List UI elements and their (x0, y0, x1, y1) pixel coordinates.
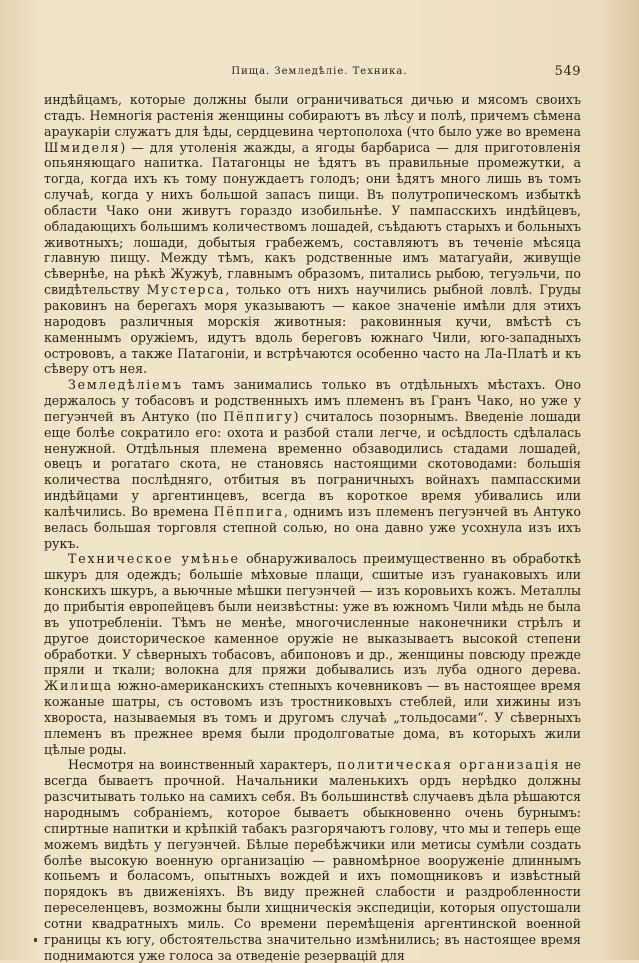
running-head (0, 66, 639, 82)
spaced-heading-agriculture: Земледѣліемъ (68, 377, 183, 393)
text-run: Несмотря на воинственный характеръ, (68, 757, 338, 773)
spaced-heading-dwellings: Жилища (44, 678, 113, 694)
text-run: индѣйцамъ, которые должны были ограничиваться дичью и мясомъ своихъ стадъ. Немногія растенія женщины собираютъ въ лѣсу и полѣ, причемъ сѣмена араукаріи служатъ для ѣды, сердцевина чертополоха (что было уже во времена (44, 92, 581, 139)
text-run: не всегда бываетъ прочной. Начальники маленькихъ ордъ нерѣдко должны разсчитывать только на самихъ себя. Въ большинствѣ случаевъ дѣла рѣшаются народнымъ собраніемъ, которое бываетъ обыкновенно очень бурнымъ: спиртные напитки и крѣпкій табакъ разгорячаютъ голову, что мы и теперь еще можемъ видѣть у пегуэнчей. Бѣлые перебѣжчики или метисы сумѣли создать болѣе высокую военную организацію — равномѣрное вооруженіе длиннымъ копьемъ и боласомъ, опытныхъ вождей и ихъ помощниковъ и извѣстный порядокъ въ движеніяхъ. Въ виду прежней слабости и раздробленности переселенцевъ, возможны были хищническія экспедиціи, которыя опустошали сотни квадратныхъ миль. Со времени перемѣщенія аргентинской военной границы къ югу, обстоятельства значительно измѣнились; въ настоящее время поднимаются уже голоса за отведеніе резервацій для (44, 757, 581, 963)
page-number: 549 (554, 64, 581, 79)
spaced-name-schmidel: Шмиделя (44, 139, 121, 155)
spaced-heading-politics: политическая организація (337, 757, 561, 773)
text-run: ) считалось позорнымъ. Введеніе лошади еще болѣе сократило его: охота и разбой стали легче, и осѣдлость сдѣлалась ненужной. Отдѣльныя племена временно обзаводились стадами лошадей, овецъ и рогатаго скота, не становясь настоящими скотоводами: большія количества послѣдняго, отбитыя въ пограничныхъ войнахъ пампасскими индѣйцами у аргентинцевъ, всегда въ короткое время убивались или калѣчились. Во времена (44, 408, 581, 519)
text-run: ) — для утоленія жажды, а ягоды барбариса — для приготовленія опьяняющаго напитка. Патагонцы не ѣдятъ въ правильные промежутки, а тогда, когда ихъ къ тому понуждаетъ голодъ; они ѣдятъ много лишь въ томъ случаѣ, когда у нихъ большой запасъ пищи. Въ полутропическомъ избыткѣ области Чако они живутъ гораздо изобильнѣе. У пампасскихъ индѣйцевъ, обладающихъ большимъ количествомъ лошадей, съѣдаютъ старыхъ и больныхъ животныхъ; лошади, добытыя грабежемъ, составляютъ въ теченіе мѣсяца главную пищу. Между тѣмъ, какъ родственные имъ матагуайи, живущіе сѣвернѣе, на рѣкѣ Жужуѣ, главнымъ образомъ, питались рыбою, тегуэльчи, по свидѣтельству (44, 139, 581, 298)
text-run: тамъ занимались только въ отдѣльныхъ мѣстахъ. Оно держалось у тобасовъ и родственныхъ имъ племенъ въ Гранъ Чако, но уже у пегуэнчей въ Антуко (по (44, 377, 581, 424)
spaced-name-poeppig: Пёппигу (223, 408, 294, 424)
spaced-name-musters: Мустерса (146, 282, 226, 298)
text-run: обнаруживалось преимущественно въ обработкѣ шкуръ для одеждъ; большіе мѣховые плащи, сшитые изъ гуанаковыхъ или конскихъ шкуръ, а вьючные мѣшки пегуэнчей — изъ коровьихъ кожъ. Металлы до прибытія европейцевъ были неизвѣстны: уже въ южномъ Чили мѣдь не была въ употребленіи. Тѣмъ не менѣе, многочисленные наконечники стрѣлъ и другое доисторическое каменное оружіе не выказываетъ высокой степени обработки. У сѣверныхъ тобасовъ, абипоновъ и др., женщины повсюду прежде пряли и ткали; волокна для пряжи добывались изъ луба одного дерева. (44, 551, 581, 678)
paragraph-food (44, 92, 581, 377)
text-run: , только отъ нихъ научились рыбной ловлѣ. Груды раковинъ на берегахъ моря указываютъ — какое значеніе имѣли для этихъ народовъ различныя морскія животныя: раковинныя кучи, вмѣстѣ съ каменнымъ оружіемъ, идутъ вдоль береговъ южнаго Чили, юго-западныхъ острововъ, а также Патагоніи, и встрѣчаются особенно часто на Ла-Платѣ и къ сѣверу отъ нея. (44, 282, 581, 377)
paragraph-politics (44, 757, 581, 963)
ink-speck (34, 938, 37, 942)
spaced-heading-technique: Техническое умѣнье (68, 551, 240, 567)
text-run: , однимъ изъ племенъ пегуэнчей въ Антуко велась большая торговля степной солью, но она давно уже усохнула изъ ихъ рукъ. (44, 503, 581, 551)
paragraph-agriculture (44, 377, 581, 551)
paragraph-technique (44, 551, 581, 757)
running-title: Пища. Земледѣліе. Техника. (231, 66, 408, 77)
page-body (44, 92, 581, 963)
spaced-name-poeppig-2: Пёппига (213, 503, 284, 519)
text-run: южно-американскихъ степныхъ кочевниковъ — въ настоящее время кожаные шатры, съ остовомъ изъ тростниковыхъ стеблей, или хижины изъ хвороста, называемыя въ томъ и другомъ случаѣ „тольдосами“. У сѣверныхъ племенъ въ прежнее время были продолговатые дома, въ которыхъ жили цѣлые роды. (44, 678, 581, 757)
